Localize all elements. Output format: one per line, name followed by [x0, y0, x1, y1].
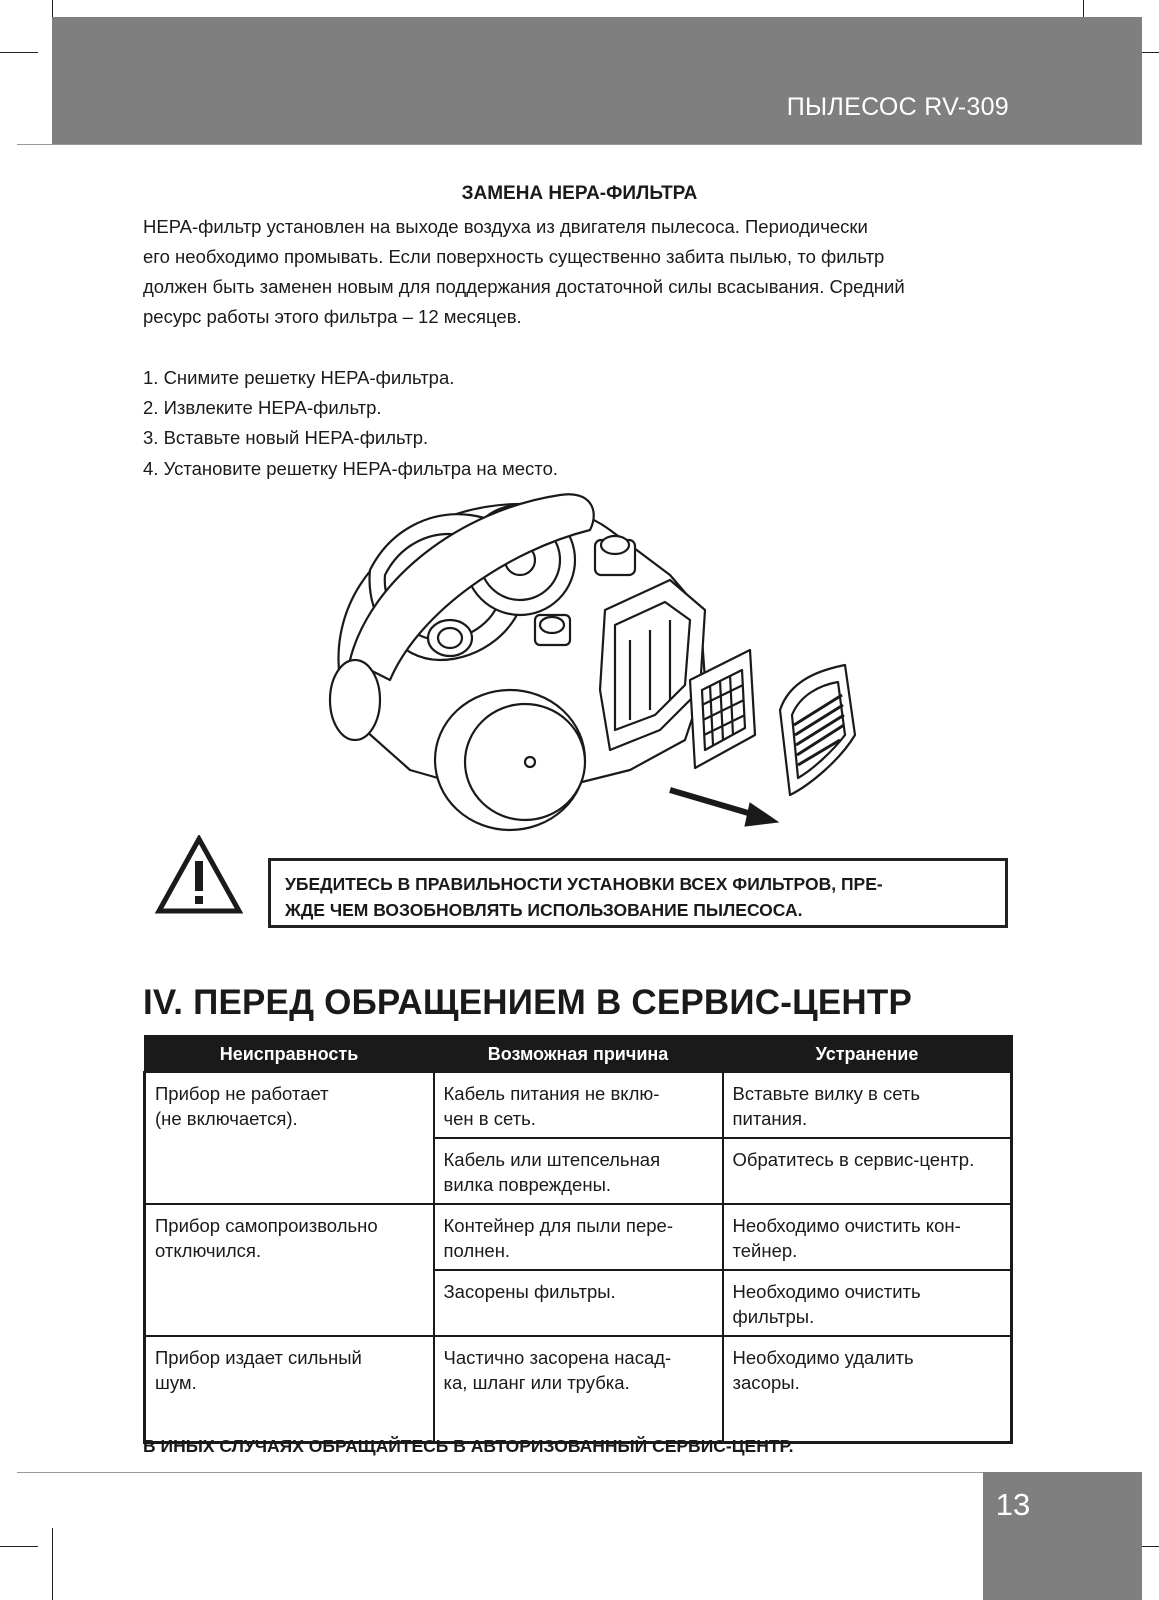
header-rule: [17, 144, 1142, 145]
cell-line: шум.: [155, 1372, 197, 1393]
warning-text-line: УБЕДИТЕСЬ В ПРАВИЛЬНОСТИ УСТАНОВКИ ВСЕХ ФИЛЬТРОВ, ПРЕ-: [285, 874, 883, 894]
step-item: 3. Вставьте новый HEPA-фильтр.: [143, 427, 429, 448]
cell-line: Прибор самопроизвольно: [155, 1215, 378, 1236]
paragraph-line: должен быть заменен новым для поддержания достаточной силы всасывания. Средний: [143, 276, 905, 297]
crop-mark: [0, 1546, 38, 1547]
fix-cell: [723, 1336, 1012, 1442]
cell-line: полнен.: [443, 1240, 511, 1261]
paragraph-line: ресурс работы этого фильтра – 12 месяцев.: [143, 306, 522, 327]
cell-line: Частично засорена насад-: [443, 1347, 672, 1368]
cell-line: отключился.: [155, 1240, 262, 1261]
step-item: 1. Снимите решетку HEPA-фильтра.: [143, 367, 455, 388]
table-header-row: [145, 1036, 1012, 1072]
cause-cell: [434, 1336, 723, 1442]
cell-line: (не включается).: [155, 1108, 298, 1129]
cause-cell: [434, 1204, 723, 1270]
step-item: 2. Извлеките HEPA-фильтр.: [143, 397, 382, 418]
cell-line: Кабель или штепсельная: [443, 1149, 661, 1170]
cell-line: Обратитесь в сервис-центр.: [732, 1149, 975, 1170]
cell-line: чен в сеть.: [443, 1108, 536, 1129]
cell-line: тейнер.: [732, 1240, 798, 1261]
cell-line: Прибор издает сильный: [155, 1347, 362, 1368]
cell-line: питания.: [732, 1108, 808, 1129]
vacuum-illustration: [310, 490, 870, 850]
header-band: [52, 17, 1142, 144]
cause-cell: [434, 1138, 723, 1204]
troubleshooting-table: [143, 1035, 1013, 1444]
paragraph-line: его необходимо промывать. Если поверхность существенно забита пылью, то фильтр: [143, 246, 885, 267]
cell-line: Необходимо очистить кон-: [732, 1215, 961, 1236]
table-row: [145, 1072, 1012, 1138]
crop-mark: [0, 52, 38, 53]
chapter-title: IV. ПЕРЕД ОБРАЩЕНИЕМ В СЕРВИС-ЦЕНТР: [143, 983, 912, 1022]
page-number: 13: [995, 1487, 1031, 1522]
footer-note: В ИНЫХ СЛУЧАЯХ ОБРАЩАЙТЕСЬ В АВТОРИЗОВАННЫЙ СЕРВИС-ЦЕНТР.: [143, 1436, 794, 1456]
step-item: 4. Установите решетку HEPA-фильтра на место.: [143, 458, 559, 479]
header-title: ПЫЛЕСОС RV-309: [786, 93, 1009, 121]
warning-box: [268, 858, 1008, 928]
footer-rule: [17, 1472, 1142, 1473]
problem-cell: [145, 1204, 434, 1336]
column-header: Устранение: [723, 1036, 1012, 1072]
fix-cell: [723, 1204, 1012, 1270]
paragraph-line: HEPA-фильтр установлен на выходе воздуха из двигателя пылесоса. Периодически: [143, 216, 868, 237]
cell-line: Засорены фильтры.: [443, 1281, 616, 1302]
cell-line: вилка повреждены.: [443, 1174, 612, 1195]
section-title: ЗАМЕНА HEPA-ФИЛЬТРА: [461, 183, 698, 204]
cell-line: Кабель питания не вклю-: [443, 1083, 660, 1104]
column-header: Неисправность: [145, 1036, 434, 1072]
cell-line: Прибор не работает: [155, 1083, 329, 1104]
fix-cell: [723, 1270, 1012, 1336]
table-row: [145, 1336, 1012, 1442]
cell-line: фильтры.: [732, 1306, 815, 1327]
cell-line: Контейнер для пыли пере-: [443, 1215, 673, 1236]
table-row: [145, 1204, 1012, 1270]
cell-line: засоры.: [732, 1372, 800, 1393]
fix-cell: [723, 1072, 1012, 1138]
cause-cell: [434, 1072, 723, 1138]
warning-icon: [155, 835, 243, 915]
cell-line: ка, шланг или трубка.: [443, 1372, 630, 1393]
cell-line: Необходимо удалить: [732, 1347, 914, 1368]
problem-cell: [145, 1336, 434, 1442]
cell-line: Необходимо очистить: [732, 1281, 921, 1302]
cause-cell: [434, 1270, 723, 1336]
warning-text-line: ЖДЕ ЧЕМ ВОЗОБНОВЛЯТЬ ИСПОЛЬЗОВАНИЕ ПЫЛЕСОСА.: [285, 900, 803, 920]
crop-mark: [52, 1528, 53, 1600]
cell-line: Вставьте вилку в сеть: [732, 1083, 921, 1104]
problem-cell: [145, 1072, 434, 1204]
column-header: Возможная причина: [434, 1036, 723, 1072]
fix-cell: [723, 1138, 1012, 1204]
